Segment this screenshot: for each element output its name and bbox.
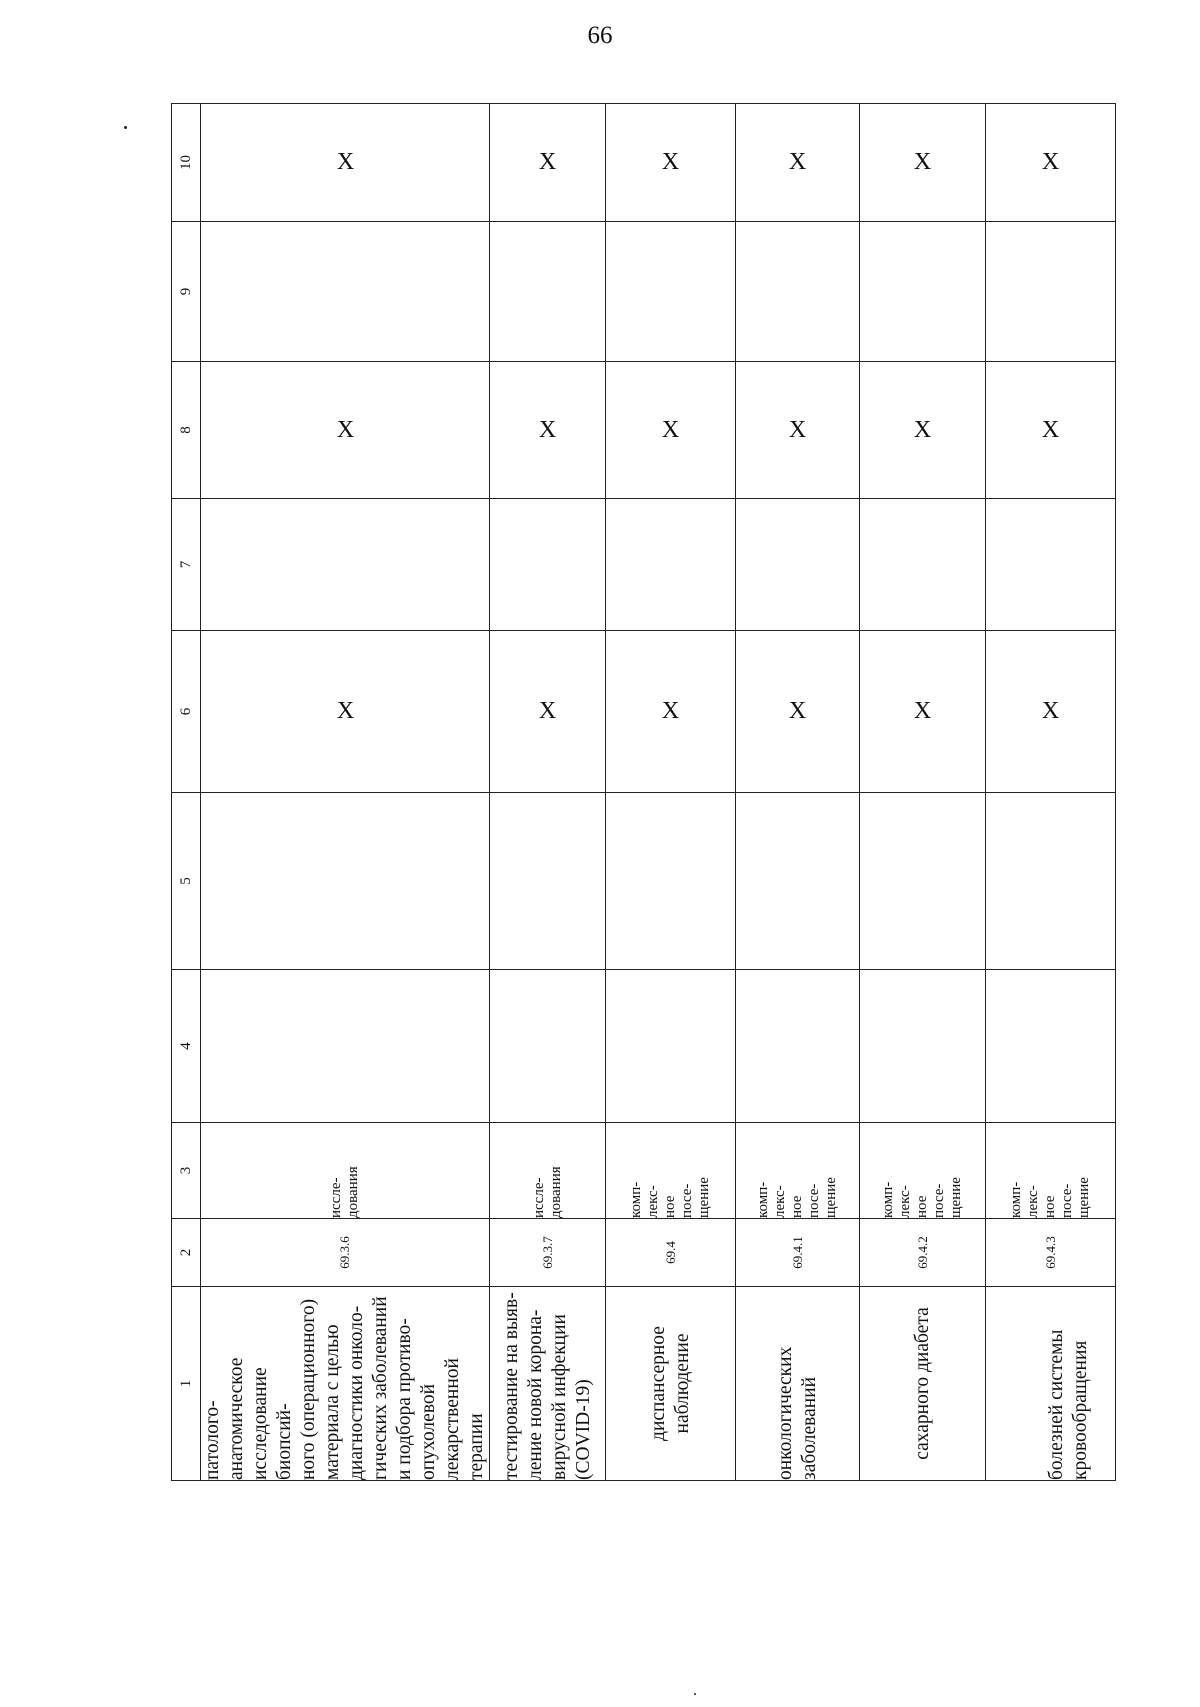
col-header-7: 7 — [172, 499, 201, 631]
value-cell — [490, 793, 606, 970]
x-mark: X — [788, 698, 807, 724]
value-cell — [736, 104, 860, 222]
col-header-3: 3 — [172, 1123, 201, 1219]
value-cell — [736, 631, 860, 793]
value-cell — [986, 970, 1116, 1123]
value-cell — [201, 104, 490, 222]
x-mark: X — [788, 416, 807, 443]
table-row — [860, 104, 986, 1481]
service-code-cell: 69.3.7 — [490, 1219, 606, 1287]
page-number: 66 — [587, 22, 613, 49]
value-cell — [201, 793, 490, 970]
value-cell — [606, 104, 736, 222]
services-table — [171, 103, 1116, 1481]
service-code-cell: 69.4.1 — [736, 1219, 860, 1287]
scan-speck — [694, 1693, 696, 1695]
table-row — [986, 104, 1116, 1481]
unit-cell: комп- лекс- ное посе- щение — [606, 1123, 736, 1219]
x-mark: X — [913, 416, 932, 443]
x-mark: X — [788, 149, 807, 175]
service-name-cell: патолого-анатомическое исследование биопсий- ного (операционного) материала с целью диагностики онколо- гических заболеваний и подбора противо- опухолевой лекарственной терапии — [201, 1287, 490, 1481]
scan-speck — [124, 126, 127, 129]
value-cell — [490, 499, 606, 631]
col-header-5: 5 — [172, 793, 201, 970]
service-code-cell: 69.4.3 — [986, 1219, 1116, 1287]
value-cell — [860, 104, 986, 222]
service-code-cell: 69.4.2 — [860, 1219, 986, 1287]
value-cell — [606, 499, 736, 631]
service-code-cell: 69.3.6 — [201, 1219, 490, 1287]
value-cell — [860, 499, 986, 631]
service-code-cell: 69.4 — [606, 1219, 736, 1287]
value-cell — [860, 631, 986, 793]
value-cell — [736, 222, 860, 362]
service-name-cell: болезней системы кровообращения — [986, 1287, 1116, 1481]
value-cell — [606, 631, 736, 793]
unit-cell: комп- лекс- ное посе- щение — [986, 1123, 1116, 1219]
value-cell — [490, 222, 606, 362]
value-cell — [490, 631, 606, 793]
x-mark: X — [1041, 698, 1060, 724]
value-cell — [201, 499, 490, 631]
value-cell — [986, 104, 1116, 222]
x-mark: X — [1041, 416, 1060, 443]
service-name-cell: диспансерное наблюдение — [606, 1287, 736, 1481]
service-name-cell: онкологических заболеваний — [736, 1287, 860, 1481]
col-header-6: 6 — [172, 631, 201, 793]
table-row — [201, 104, 490, 1481]
unit-cell: комп- лекс- ное посе- щение — [736, 1123, 860, 1219]
value-cell — [606, 793, 736, 970]
value-cell — [860, 362, 986, 499]
x-mark: X — [336, 416, 354, 443]
x-mark: X — [336, 698, 354, 724]
x-mark: X — [1041, 149, 1060, 175]
col-header-9: 9 — [172, 222, 201, 362]
value-cell — [201, 970, 490, 1123]
value-cell — [201, 631, 490, 793]
x-mark: X — [661, 149, 680, 175]
value-cell — [736, 793, 860, 970]
unit-cell: иссле- дования — [490, 1123, 606, 1219]
value-cell — [736, 499, 860, 631]
value-cell — [490, 104, 606, 222]
x-mark: X — [661, 698, 680, 724]
rotated-table-container — [171, 104, 1100, 1481]
service-name-cell: сахарного диабета — [860, 1287, 986, 1481]
value-cell — [986, 631, 1116, 793]
unit-cell: комп- лекс- ное посе- щение — [860, 1123, 986, 1219]
value-cell — [736, 362, 860, 499]
table-row — [606, 104, 736, 1481]
col-header-4: 4 — [172, 970, 201, 1123]
table-row — [736, 104, 860, 1481]
col-header-2: 2 — [172, 1219, 201, 1287]
value-cell — [736, 970, 860, 1123]
value-cell — [606, 362, 736, 499]
value-cell — [860, 222, 986, 362]
x-mark: X — [336, 149, 354, 175]
value-cell — [490, 362, 606, 499]
x-mark: X — [661, 416, 680, 443]
header-row — [172, 104, 201, 1481]
x-mark: X — [538, 149, 557, 175]
col-header-8: 8 — [172, 362, 201, 499]
value-cell — [986, 362, 1116, 499]
x-mark: X — [913, 698, 932, 724]
value-cell — [490, 970, 606, 1123]
value-cell — [606, 970, 736, 1123]
value-cell — [860, 970, 986, 1123]
table-row — [490, 104, 606, 1481]
value-cell — [986, 793, 1116, 970]
value-cell — [201, 222, 490, 362]
value-cell — [860, 793, 986, 970]
value-cell — [986, 499, 1116, 631]
col-header-1: 1 — [172, 1287, 201, 1481]
x-mark: X — [538, 416, 557, 443]
x-mark: X — [538, 698, 557, 724]
value-cell — [986, 222, 1116, 362]
value-cell — [606, 222, 736, 362]
unit-cell: иссле- дования — [201, 1123, 490, 1219]
service-name-cell: тестирование на выяв- ление новой корона- вирусной инфекции (COVID-19) — [490, 1287, 606, 1481]
x-mark: X — [913, 149, 932, 175]
value-cell — [201, 362, 490, 499]
col-header-10: 10 — [172, 104, 201, 222]
